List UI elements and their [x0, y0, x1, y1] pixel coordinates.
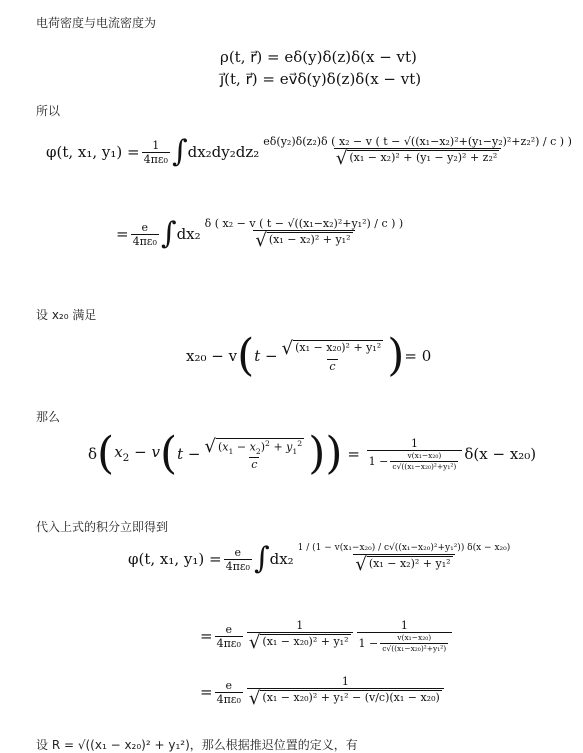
substitute-text: 代入上式的积分立即得到 — [36, 520, 169, 534]
result-1-diff: dx₂ — [269, 549, 294, 568]
potential-lhs: φ(t, x₁, y₁) = — [46, 142, 140, 161]
charge-density-equation: ρ(t, r⃗) = eδ(y)δ(z)δ(x − vt) — [220, 48, 417, 66]
delta-rhs-den-a: 1 − — [368, 454, 389, 468]
integral-sign: ∫ — [171, 134, 188, 169]
integrand-fraction-2 — [203, 218, 406, 250]
delta-rhs-den-num: v(x₁−x₂₀) — [407, 451, 442, 460]
result-2-inner-num: v(x₁−x₂₀) — [397, 633, 432, 642]
delta-rhs-fraction — [367, 438, 463, 470]
integrand-denominator: √ (x₁ − x₂)² + (y₁ − y₂)² + z₂² — [334, 148, 501, 168]
result-1-prefactor-den: 4πε₀ — [225, 559, 250, 573]
delta-rhs-tail: δ(x − x₂₀) — [464, 444, 537, 463]
result-2-inner-den: c√((x₁−x₂₀)²+y₁²) — [382, 643, 447, 653]
integrand-2-denominator: √ (x₁ − x₂)² + y₁² — [253, 230, 354, 250]
integrand-denominator-sqrt: (x₁ − x₂)² + (y₁ − y₂)² + z₂² — [347, 150, 499, 168]
prefactor-fraction — [142, 140, 170, 165]
differentials: dx₂dy₂dz₂ — [187, 142, 260, 161]
result-1-prefactor-num: e — [234, 545, 242, 559]
integrand-numerator: eδ(y₂)δ(z₂)δ ( x₂ − v ( t − √((x₁−x₂)²+(y₁−y₂)²+z₂²) / c ) ) — [263, 135, 572, 148]
x20-rhs: = 0 — [404, 346, 432, 365]
potential-equation — [46, 136, 576, 168]
prefactor-denominator: 4πε₀ — [143, 152, 168, 166]
result-2-prefactor-num: e — [225, 622, 232, 636]
delta-rhs-numerator: 1 — [411, 437, 419, 450]
result-3-prefactor-num: e — [225, 678, 232, 692]
x20-condition-equation: x₂₀ − v ( t − √ (x₁ − x₂₀)² + y₁² c ) = 0 — [186, 330, 432, 381]
result-1-den: (x₁ − x₂)² + y₁² — [367, 556, 453, 574]
integrand-2-denominator-sqrt: (x₁ − x₂)² + y₁² — [267, 232, 353, 250]
result-2-den: (x₁ − x₂₀)² + y₁² — [260, 634, 350, 652]
result-equation-line-2: = $\frac{e}{\text{4πε₀}}$ 1 √ (x₁ − x₂₀)² + y₁² 1 1 − $\frac{\text{v(x₁−x₂₀)}}{\text{c√((x₁−x₂₀)²+y₁²)}}$ — [200, 620, 454, 652]
x20-sqrt: (x₁ − x₂₀)² + y₁² — [293, 340, 383, 358]
prefactor-numerator: 1 — [152, 138, 160, 152]
result-1-numerator: 1 / (1 − v(x₁−x₂₀) / c√((x₁−x₂₀)²+y₁²)) δ(x − x₂₀) — [297, 543, 511, 553]
potential-equation-line-2: = $\frac{e}{\text{4πε₀}}$ ∫ dx₂ δ ( x₂ − v ( t − √((x₁−x₂)²+y₁²) / c ) ) √ (x₁ − x₂)² + y₁² — [116, 216, 404, 251]
result-lhs: φ(t, x₁, y₁) = — [128, 549, 222, 568]
prefactor-2-denominator: 4πε₀ — [132, 234, 157, 248]
intro-text: 电荷密度与电流密度为 — [36, 16, 157, 30]
prefactor-2-numerator: e — [141, 220, 148, 234]
so-text: 所以 — [36, 104, 61, 118]
delta-lhs: δ — [88, 444, 98, 463]
result-3-den: (x₁ − x₂₀)² + y₁² − (v/c)(x₁ − x₂₀) — [260, 690, 441, 708]
result-equation-line-3: = $\frac{e}{\text{4πε₀}}$ 1 √ (x₁ − x₂₀)² + y₁² − (v/c)(x₁ − x₂₀) — [200, 676, 446, 708]
prefactor-fraction-2 — [131, 222, 159, 247]
integrand-fraction — [261, 136, 574, 168]
current-density-equation: j⃗(t, r⃗) = ev⃗δ(y)δ(z)δ(x − vt) — [220, 70, 422, 88]
differentials-2: dx₂ — [176, 224, 201, 243]
delta-identity-equation: δ ( $x_2 - v$ ( t − √ $(x_1 - x_2)^2 + y_1^2$ c )) = 1 1 − $\frac{\text{v(x₁−x₂₀)}}{\text{c√((x₁−x₂₀)²+y₁²)}}$ δ(x − x₂₀) — [88, 428, 537, 479]
x20-fraction: √ (x₁ − x₂₀)² + y₁² c — [281, 338, 382, 373]
integral-sign-2: ∫ — [160, 216, 177, 251]
result-2-prefactor-den: 4πε₀ — [216, 636, 241, 650]
x20-lhs: x₂₀ − v — [186, 346, 238, 365]
delta-rhs-den-den: c√((x₁−x₂₀)²+y₁²) — [392, 461, 457, 471]
result-3-prefactor-den: 4πε₀ — [216, 692, 241, 706]
then-text: 那么 — [36, 410, 61, 424]
let-x20-text: 设 x₂₀ 满足 — [36, 308, 97, 322]
result-equation-line-1: φ(t, x₁, y₁) = $\frac{e}{\text{4πε₀}}$ ∫ dx₂ 1 / (1 − v(x₁−x₂₀) / c√((x₁−x₂₀)²+y₁²)) δ(x − x₂₀) √ (x₁ − x₂)² + y₁² — [128, 541, 511, 576]
integrand-2-numerator: δ ( x₂ − v ( t − √((x₁−x₂)²+y₁²) / c ) ) — [204, 217, 404, 230]
define-R-text: 设 R = √((x₁ − x₂₀)² + y₁²)，那么根据推迟位置的定义，有 — [36, 738, 358, 752]
